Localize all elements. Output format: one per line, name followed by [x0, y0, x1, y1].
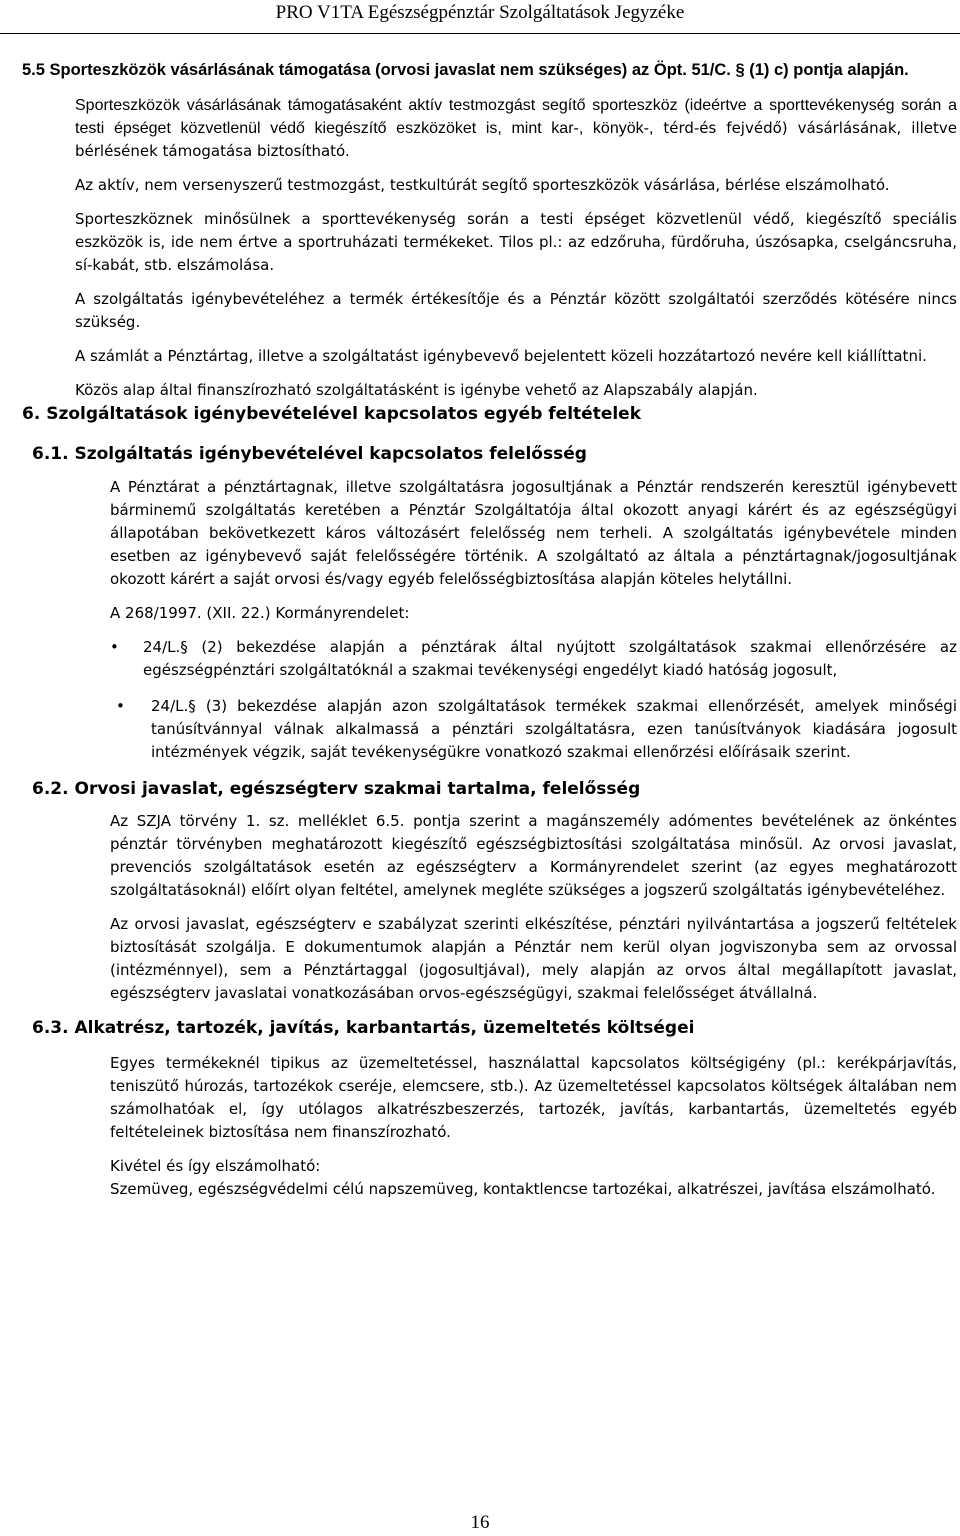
- section-6-2-body: [110, 810, 957, 1005]
- list-item-text: 24/L.§ (2) bekezdése alapján a pénztárak által nyújtott szolgáltatások szakmai ellenőrzésére az egészségpénztári szolgáltatóknál a szakmai tevékenységi engedélyt kiadó hatóság jogosult,: [143, 638, 957, 679]
- section-6-3-paragraph-1: Egyes termékeknél tipikus az üzemeltetéssel, használattal kapcsolatos költségigény (pl.: kerékpárjavítás, teniszütő húrozás, tartozékok cseréje, elemcsere, stb.). Az üzemeltetéssel kapcsolatos költségek általában nem számolhatóak el, így utólagos alkatrészbeszerzés, tartozék, javítás, karbantartás, üzemeltetés egyéb feltételeinek biztosítása nem finanszírozható.: [110, 1054, 957, 1141]
- section-5-5-paragraph-2: Az aktív, nem versenyszerű testmozgást, testkultúrát segítő sporteszközök vásárlása, bérlése elszámolható.: [75, 176, 890, 194]
- section-6-3-paragraph-2: [110, 1155, 957, 1201]
- section-5-5-paragraph-1-lead: Sporteszközök vásárlásának támogatásaként aktív testmozgást segítő sporteszköz (ideértve a sporttevékenység során a testi épséget közvetlenül védő kiegészítő eszközöket is, mint kar-, könyök-,: [75, 97, 957, 137]
- page-number: 16: [470, 1512, 490, 1533]
- section-6-1-bullet-list: [110, 636, 957, 764]
- section-5-5-paragraph-1: [75, 94, 957, 163]
- section-6-3-body: [110, 1052, 957, 1201]
- section-6-1-paragraph-2: A 268/1997. (XII. 22.) Kormányrendelet:: [110, 604, 410, 622]
- section-5-5-paragraph-1-rest: térd-és fejvédő) vásárlásának, illetve bérlésének támogatása biztosítható.: [75, 119, 957, 160]
- section-6-1-paragraph-1: A Pénztárat a pénztártagnak, illetve szolgáltatásra jogosultjának a Pénztár rendszerén keresztül igénybevett bárminemű szolgáltatás keretében a Pénztár Szolgáltatója által okozott anyagi kárért és az egészségügyi állapotában bekövetkezett káros változásért felelősség nem terheli. A szolgáltatás igénybevétele minden esetben az igénybevevő saját felelősségére történik. A szolgáltató az általa a pénztártagnak/jogosultjának okozott kárért a saját orvosi és/vagy egyéb felelősségbiztosítása alapján köteles helytállni.: [110, 478, 957, 588]
- section-6-3-exception-label: Kivétel és így elszámolható:: [110, 1157, 321, 1175]
- section-6-heading: 6. Szolgáltatások igénybevételével kapcsolatos egyéb feltételek: [22, 404, 642, 424]
- section-6-2-paragraph-1: Az SZJA törvény 1. sz. melléklet 6.5. pontja szerint a magánszemély adómentes bevételének az önkéntes pénztár törvényben meghatározott kiegészítő egészségbiztosítási szolgáltatása minősül. Az orvosi javaslat, prevenciós szolgáltatások esetén az egészségterv a Kormányrendelet szerint (az egyes meghatározott szolgáltatásoknál) előírt olyan feltétel, amelynek megléte szükséges a jogszerű szolgáltatás igénybevételéhez.: [110, 812, 957, 899]
- header-divider: [0, 33, 960, 34]
- section-6-1-heading: 6.1. Szolgáltatás igénybevételével kapcsolatos felelősség: [32, 444, 587, 464]
- section-5-5-paragraph-3: Sporteszköznek minősülnek a sporttevékenység során a testi épséget közvetlenül védő, kiegészítő speciális eszközök is, ide nem értve a sportruházati termékeket. Tilos pl.: az edzőruha, fürdőruha, úszósapka, cselgáncsruha, sí-kabát, stb. elszámolása.: [75, 210, 957, 274]
- list-item: [110, 636, 957, 682]
- list-item-text: 24/L.§ (3) bekezdése alapján azon szolgáltatások termékek szakmai ellenőrzését, amelyek minőségi tanúsítvánnyal válnak alkalmassá a pénztári szolgáltatásra, ezen tanúsítványok kiadására jogosult intézmények végzik, saját tevékenységükre vonatkozó szakmai ellenőrzési előírásaik szerint.: [151, 697, 957, 761]
- section-6-2-paragraph-2: Az orvosi javaslat, egészségterv e szabályzat szerinti elkészítése, pénztári nyilvántartása a jogszerű feltételek biztosítását szolgálja. E dokumentumok alapján a Pénztár nem kerül olyan jogviszonyba sem az orvossal (intézménnyel), sem a Pénztártaggal (jogosultjával), mely alapján az orvos által megállapított javaslat, egészségterv javaslatai vonatkozásában orvos-egészségügyi, szakmai felelősséget átvállalná.: [110, 915, 957, 1002]
- section-6-2-heading: 6.2. Orvosi javaslat, egészségterv szakmai tartalma, felelősség: [32, 779, 641, 799]
- section-6-3-heading: 6.3. Alkatrész, tartozék, javítás, karbantartás, üzemeltetés költségei: [32, 1018, 695, 1038]
- section-6-1-body: [110, 476, 957, 764]
- page-header: PRO V1TA Egészségpénztár Szolgáltatások Jegyzéke: [275, 2, 685, 23]
- section-5-5-paragraph-4: A szolgáltatás igénybevételéhez a termék értékesítője és a Pénztár között szolgáltatói szerződés kötésére nincs szükség.: [75, 290, 957, 331]
- section-5-5-body: [75, 94, 957, 402]
- section-6-3-exception-text: Szemüveg, egészségvédelmi célú napszemüveg, kontaktlencse tartozékai, alkatrészei, javítása elszámolható.: [110, 1180, 936, 1198]
- section-5-5-paragraph-6: Közös alap által finanszírozható szolgáltatásként is igénybe vehető az Alapszabály alapján.: [75, 381, 758, 399]
- list-item: [110, 695, 957, 764]
- bullet-icon: •: [116, 697, 125, 715]
- section-5-5-heading: 5.5 Sporteszközök vásárlásának támogatása (orvosi javaslat nem szükséges) az Öpt. 51/C. § (1) c) pontja alapján.: [22, 61, 909, 79]
- section-5-5-paragraph-5: A számlát a Pénztártag, illetve a szolgáltatást igénybevevő bejelentett közeli hozzátartozó nevére kell kiállíttatni.: [75, 347, 927, 365]
- bullet-icon: •: [110, 638, 119, 656]
- document-body: [22, 58, 957, 1201]
